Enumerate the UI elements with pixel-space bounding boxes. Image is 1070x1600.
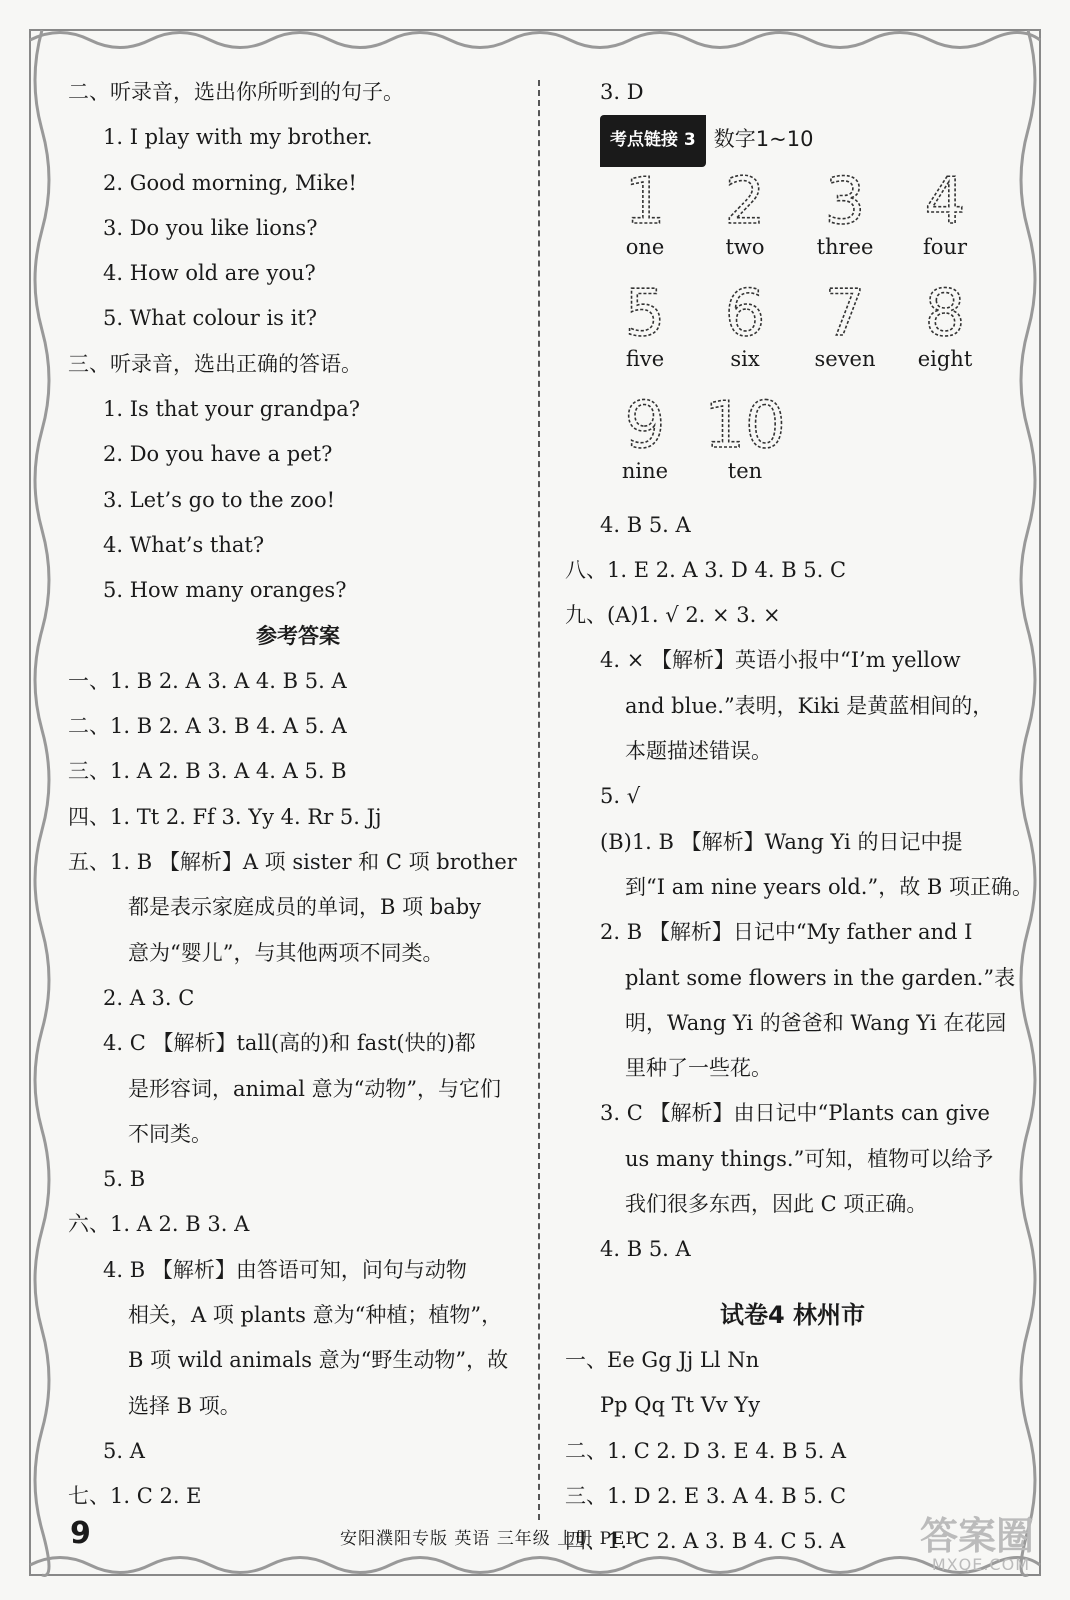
kaodian-title: 数字1~10 (713, 127, 814, 152)
number-word: nine (621, 458, 669, 483)
svg-text:8: 8 (924, 278, 966, 341)
text-line: 4. What’s that? (103, 532, 265, 557)
left-column (68, 70, 528, 1520)
dashed-digit-seven (800, 279, 890, 341)
text-line: 2. Good morning, Mike! (103, 170, 357, 195)
number-word: ten (727, 458, 763, 483)
text-line: 5. What colour is it? (103, 306, 318, 331)
text-line: 五、1. B 【解析】A 项 sister 和 C 项 brother (68, 850, 517, 875)
watermark-text: 答案圈 (919, 1514, 1034, 1558)
kaodian-badge: 考点链接 3 (600, 115, 706, 166)
text-line: 4. × 【解析】英语小报中“I’m yellow (600, 648, 961, 673)
text-line: 八、1. E 2. A 3. D 4. B 5. C (565, 557, 847, 582)
text-line: 四、1. Tt 2. Ff 3. Yy 4. Rr 5. Jj (68, 804, 382, 829)
number-word: two (725, 234, 765, 259)
dashed-digit-five (600, 279, 690, 341)
text-line: 2. Do you have a pet? (103, 442, 333, 467)
footer-text: 安阳濮阳专版 英语 三年级 上册 PEP (340, 1529, 638, 1549)
dashed-digit-two (700, 167, 790, 229)
right-column (565, 70, 1033, 1564)
number-word: seven (814, 346, 876, 371)
text-line: 5. How many oranges? (103, 578, 347, 603)
text-line: B 项 wild animals 意为“野生动物”，故 (128, 1348, 509, 1373)
svg-text:1: 1 (624, 166, 666, 229)
text-line: 六、1. A 2. B 3. A (68, 1212, 250, 1237)
number-card-one (600, 167, 690, 259)
text-line: 七、1. C 2. E (68, 1484, 202, 1509)
text-line: 1. Is that your grandpa? (103, 397, 360, 422)
svg-text:7: 7 (824, 278, 866, 341)
number-word: four (923, 234, 967, 259)
text-line: 选择 B 项。 (128, 1393, 241, 1418)
dashed-digit-ten (700, 391, 790, 453)
dashed-digit-six (700, 279, 790, 341)
svg-text:6: 6 (724, 278, 766, 341)
text-line: Pp Qq Tt Vv Yy (600, 1393, 761, 1418)
text-line: 相关，A 项 plants 意为“种植；植物”， (128, 1303, 503, 1328)
column-divider (538, 80, 540, 1520)
page-number: 9 (70, 1516, 91, 1551)
number-card-four (900, 167, 990, 259)
number-card-eight (900, 279, 990, 371)
svg-text:5: 5 (624, 278, 666, 341)
text-line: 3. C 【解析】由日记中“Plants can give (600, 1101, 990, 1126)
watermark-url: MXQE.COM (931, 1555, 1030, 1574)
text-line: 是形容词，animal 意为“动物”，与它们 (128, 1076, 502, 1101)
dashed-digit-one (600, 167, 690, 229)
text-line: 2. B 【解析】日记中“My father and I (600, 920, 973, 945)
dashed-digit-three (800, 167, 890, 229)
text-line: us many things.”可知，植物可以给予 (625, 1146, 994, 1171)
text-line: 二、1. B 2. A 3. B 4. A 5. A (68, 714, 347, 739)
text-line: and blue.”表明，Kiki 是黄蓝相间的， (625, 693, 994, 718)
text-line: 到“I am nine years old.”，故 B 项正确。 (625, 874, 1033, 899)
text-line: 都是表示家庭成员的单词，B 项 baby (128, 895, 482, 920)
number-word: five (625, 346, 665, 371)
text-line: 3. Let’s go to the zoo! (103, 487, 336, 512)
kaodian-heading (565, 115, 1020, 166)
text-line: plant some flowers in the garden.”表 (625, 965, 1016, 990)
text-line: 4. B 5. A (600, 512, 691, 537)
footer (70, 1516, 970, 1556)
number-card-seven (800, 279, 890, 371)
text-line: 2. A 3. C (103, 985, 195, 1010)
text-line: 意为“婴儿”，与其他两项不同类。 (128, 940, 444, 965)
dashed-digit-eight (900, 279, 990, 341)
dashed-digit-four (900, 167, 990, 229)
number-word: three (816, 234, 874, 259)
number-word: one (625, 234, 665, 259)
text-line: 四、1. C 2. A 3. B 4. C 5. A (565, 1529, 846, 1554)
text-line: 一、Ee Gg Jj Ll Nn (565, 1347, 760, 1372)
text-line: 三、1. A 2. B 3. A 4. A 5. B (68, 759, 347, 784)
number-card-six (700, 279, 790, 371)
text-line: 三、听录音，选出正确的答语。 (68, 351, 362, 376)
number-word: eight (917, 346, 973, 371)
number-word: six (730, 346, 760, 371)
text-line: 1. I play with my brother. (103, 125, 373, 150)
text-line: 4. How old are you? (103, 261, 316, 286)
watermark-logo (870, 1505, 1040, 1585)
number-grid (600, 167, 1020, 503)
text-line: 5. A (103, 1438, 145, 1463)
section-title: 试卷4 林州市 (719, 1300, 866, 1329)
text-line: 里种了一些花。 (625, 1056, 772, 1081)
text-line: 4. C 【解析】tall(高的)和 fast(快的)都 (103, 1031, 476, 1056)
text-line: 不同类。 (128, 1121, 212, 1146)
text-line: 二、听录音，选出你所听到的句子。 (68, 80, 404, 104)
svg-text:3: 3 (824, 166, 866, 229)
dashed-digit-nine (600, 391, 690, 453)
number-card-nine (600, 391, 690, 483)
text-line: 本题描述错误。 (625, 739, 772, 764)
text-line: 4. B 5. A (600, 1237, 691, 1262)
text-line: 5. √ (600, 784, 641, 809)
svg-text:2: 2 (724, 166, 766, 229)
number-card-three (800, 167, 890, 259)
text-line: 3. D (600, 80, 644, 104)
text-line: 明，Wang Yi 的爸爸和 Wang Yi 在花园 (625, 1010, 1007, 1035)
svg-text:9: 9 (624, 390, 666, 453)
answer-key-heading: 参考答案 (256, 623, 340, 648)
number-card-ten (700, 391, 790, 483)
text-line: 我们很多东西，因此 C 项正确。 (625, 1192, 928, 1217)
number-card-two (700, 167, 790, 259)
text-line: 一、1. B 2. A 3. A 4. B 5. A (68, 668, 347, 693)
text-line: 5. B (103, 1167, 146, 1192)
text-line: 三、1. D 2. E 3. A 4. B 5. C (565, 1483, 847, 1508)
number-card-five (600, 279, 690, 371)
text-line: 3. Do you like lions? (103, 215, 318, 240)
text-line: 九、(A)1. √ 2. × 3. × (565, 603, 781, 628)
text-line: (B)1. B 【解析】Wang Yi 的日记中提 (600, 829, 963, 854)
text-line: 4. B 【解析】由答语可知，问句与动物 (103, 1257, 467, 1282)
svg-text:10: 10 (704, 390, 786, 453)
text-line: 二、1. C 2. D 3. E 4. B 5. A (565, 1438, 847, 1463)
svg-text:4: 4 (924, 166, 966, 229)
